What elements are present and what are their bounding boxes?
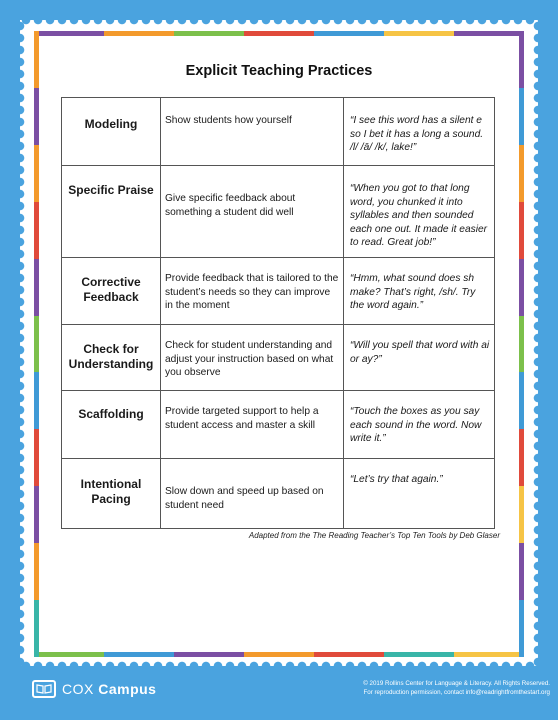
description-cell: Provide feedback that is tailored to the student’s needs so they can improve in the moment [165,273,339,311]
rainbow-border-top [34,31,524,36]
term-line: Scaffolding [78,407,144,421]
practices-table [61,97,495,529]
example-cell: “Will you spell that word with ai or ay?” [350,340,490,365]
scallop-edge-bottom [20,658,538,666]
table-row [62,325,495,391]
description-cell: Give specific feedback about something a student did well [165,193,296,218]
permission-line: For reproduction permission, contact info@readrightfromthestart.org [363,689,550,696]
table-row [62,98,495,166]
term-line: Specific Praise [68,183,154,197]
term-cell [62,183,160,198]
term-line: Pacing [91,492,131,506]
rainbow-border-right [519,31,524,657]
example-cell: “Let’s try that again.” [350,474,443,485]
scallop-edge-top [20,20,538,28]
term-line: Understanding [68,357,154,371]
term-line: Corrective [81,275,141,289]
source-credit: Adapted from the The Reading Teacher’s Top Ten Tools by Deb Glaser [248,531,500,540]
example-cell: “Touch the boxes as you say each sound in the word. Now write it.” [350,406,482,444]
open-book-icon [36,684,52,694]
rainbow-border-left [34,31,39,657]
term-line: Modeling [84,117,138,131]
book-icon [32,680,56,698]
description-cell: Slow down and speed up based on student need [165,486,324,511]
table-row [62,459,495,529]
copyright-notice [290,679,550,697]
cox-campus-logo[interactable] [32,680,156,698]
description-cell: Check for student understanding and adjust your instruction based on what you observe [165,340,334,378]
term-cell [62,117,160,132]
scallop-edge-right [530,20,538,666]
table-row [62,391,495,459]
logo-wordmark [62,681,156,697]
description-cell: Show students how yourself [165,115,292,126]
term-line: Intentional [80,477,142,491]
example-cell: “When you got to that long word, you chunked it into syllables and then sounded each one out. It made it easier to read. Great job!” [350,183,488,248]
scallop-edge-left [20,20,28,666]
description-cell: Provide targeted support to help a student access and master a skill [165,406,319,431]
table-row [62,258,495,325]
term-line: Feedback [83,290,139,304]
example-cell: “Hmm, what sound does sh make? That’s right, /sh/. Try the word again.” [350,273,476,311]
term-cell [62,342,160,372]
rainbow-border-bottom [34,652,524,657]
term-cell [62,477,160,507]
page-title: Explicit Teaching Practices [185,63,373,79]
term-cell [62,407,160,422]
example-cell: “I see this word has a silent e so I bet it has a long a sound. /l/ /ā/ /k/, lake!” [350,115,484,153]
copyright-line: © 2019 Rollins Center for Language & Literacy. All Rights Reserved. [363,680,550,687]
term-line: Check for [83,342,139,356]
logo-word-campus: Campus [98,681,157,697]
logo-word-cox: COX [62,681,94,697]
term-cell [62,275,160,305]
table-row [62,166,495,258]
